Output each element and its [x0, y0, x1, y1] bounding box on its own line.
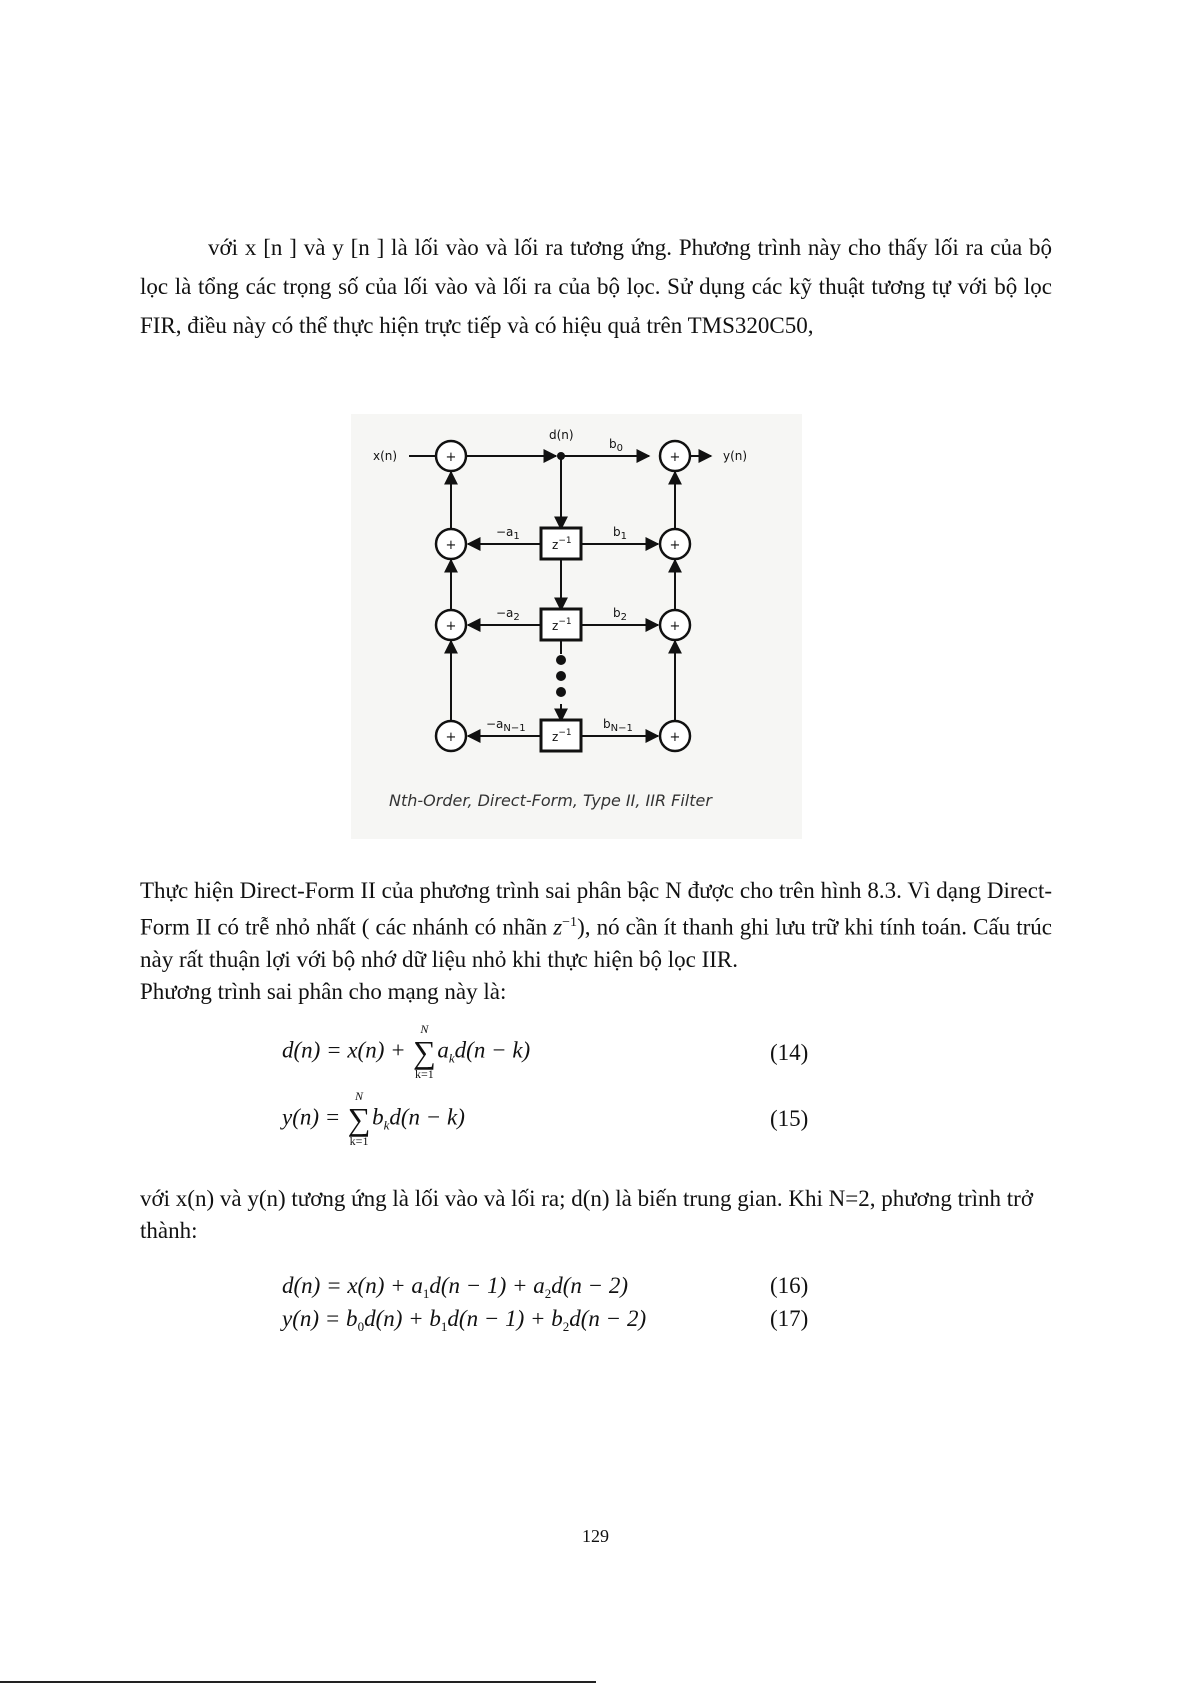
iir-filter-figure [351, 414, 802, 839]
input-label: x(n) [373, 449, 398, 463]
coef-b2: $b_2$ [613, 606, 627, 623]
adder-left-1 [436, 529, 466, 559]
svg-text:z−1: $z^{-1}$ [552, 728, 572, 744]
z-symbol: z [553, 914, 563, 940]
equation-14-number: (14) [770, 1040, 809, 1065]
svg-text:z−1: $z^{-1}$ [552, 617, 572, 633]
node-dot [557, 452, 565, 460]
svg-text:+: + [445, 538, 457, 553]
svg-text:+: + [669, 450, 681, 465]
summation-15: N ∑ k=1 [347, 1089, 371, 1148]
equation-15: y(n) = N ∑ k=1 $b_kd(n - k)$ [282, 1089, 465, 1148]
page-number: 129 [582, 1526, 609, 1546]
coef-minus-a2: $-a_2$ [496, 606, 520, 623]
intro-paragraph [140, 228, 1052, 345]
svg-text:+: + [445, 450, 457, 465]
adder-left-3 [436, 721, 466, 751]
equation-16: $d(n) = x(n) + a_1d(n - 1) + a_2d(n - 2)$ [282, 1273, 629, 1301]
delay-box-3 [541, 720, 581, 751]
equation-15-number: (15) [770, 1106, 809, 1131]
coef-b1: $b_1$ [613, 525, 627, 542]
description-paragraph [140, 875, 1052, 1008]
equation-16-number: (16) [770, 1273, 809, 1298]
z-exponent: −1 [562, 915, 578, 930]
delay-box-1 [541, 528, 581, 559]
adder-right-0 [660, 441, 690, 471]
bottom-rule [0, 1681, 596, 1683]
variables-paragraph: với x(n) và y(n) tương ứng là lối vào và lối ra; d(n) là biến trung gian. Khi N=2, phương trình trở thành: [140, 1186, 1033, 1243]
adder-right-2 [660, 610, 690, 640]
iir-filter-diagram [351, 414, 802, 839]
svg-text:+: + [669, 619, 681, 634]
equation-17: $y(n) = b_0d(n) + b_1d(n - 1) + b_2d(n - 2)$ [282, 1306, 647, 1334]
adder-left-0 [436, 441, 466, 471]
ellipsis-dot-1 [556, 655, 566, 665]
coef-minus-aN-1: $-a_{N-1}$ [486, 717, 526, 734]
coef-b0: $b_0$ [609, 437, 623, 454]
svg-text:+: + [669, 730, 681, 745]
ellipsis-dot-2 [556, 671, 566, 681]
coef-bN-1: $b_{N-1}$ [603, 717, 633, 734]
svg-text:+: + [669, 538, 681, 553]
adder-right-1 [660, 529, 690, 559]
adder-left-2 [436, 610, 466, 640]
summation-14: N ∑ k=1 [412, 1022, 436, 1081]
ellipsis-dot-3 [556, 687, 566, 697]
coef-minus-a1: $-a_1$ [496, 525, 520, 542]
description-part1: Thực hiện Direct-Form II của phương trình sai phân bậc N được cho trên hình 8.3. Vì dạng Direct-Form II có trễ nhỏ nhất ( các nhánh có nhãn [140, 878, 1052, 940]
svg-text:z−1: $z^{-1}$ [552, 536, 572, 552]
adder-right-3 [660, 721, 690, 751]
figure-caption: Nth-Order, Direct-Form, Type II, IIR Filter [389, 791, 712, 810]
node-label: d(n) [549, 428, 574, 442]
equation-14: d(n) = x(n) + N ∑ k=1 $a_kd(n - k)$ [282, 1022, 531, 1081]
description-last-line: Phương trình sai phân cho mạng này là: [140, 978, 507, 1004]
description-part2: ), nó cần ít thanh ghi lưu trữ khi tính toán. Cấu trúc này rất thuận lợi với bộ nhớ dữ liệu nhỏ khi thực hiện bộ lọc IIR. [140, 914, 1053, 972]
svg-text:+: + [445, 619, 457, 634]
delay-box-2 [541, 609, 581, 640]
output-label: y(n) [723, 449, 748, 463]
intro-paragraph-text: với x [n ] và y [n ] là lối vào và lối ra tương ứng. Phương trình này cho thấy lối ra của bộ lọc là tổng các trọng số của lối vào và lối ra của bộ lọc. Sử dụng các kỹ thuật tương tự với bộ lọc FIR, điều này có thể thực hiện trực tiếp và có hiệu quả trên TMS320C50, [140, 235, 1052, 338]
equation-17-number: (17) [770, 1306, 809, 1331]
svg-text:+: + [445, 730, 457, 745]
